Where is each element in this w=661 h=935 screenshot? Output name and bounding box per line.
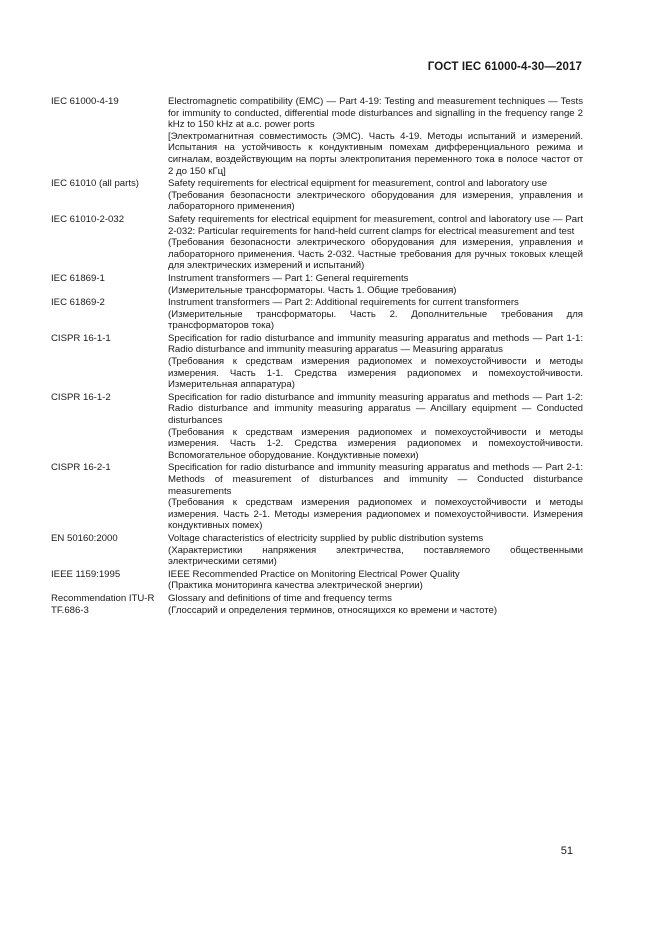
reference-title: IEEE Recommended Practice on Monitoring Electrical Power Quality [168,568,460,580]
page-number: 51 [560,845,573,857]
reference-translation: (Практика мониторинга качества электрической энергии) [168,580,423,592]
reference-translation: [Электромагнитная совместимость (ЭМС). Часть 4-19. Методы испытаний и измерений. Испытания на устойчивость к кондуктивным помехам дифференциального режима и сигналам, воздействующим на порты электропитания переменного тока в полосе частот от 2 до 150 кГц] [168,130,583,177]
reference-translation: (Требования к средствам измерения радиопомех и помехоустойчивости и методы измерения. Часть 1-2. Средства измерения радиопомех и помехоустойчивости. Вспомогательное оборудование. Кондуктивные помехи) [168,426,583,461]
reference-code: CISPR 16-1-1 [51,332,111,344]
reference-description [168,297,583,332]
reference-entry [51,297,583,332]
reference-translation: (Требования безопасности электрического оборудования для измерения, управления и лабораторного применения) [168,189,583,213]
reference-title: Specification for radio disturbance and immunity measuring apparatus and methods — Part 1-2: Radio disturbance and immunity measuring apparatus — Ancillary equipment — Conducted disturbances [168,391,583,427]
reference-code: IEC 61010 (all parts) [51,178,139,190]
reference-entry [51,96,583,177]
reference-code: EN 50160:2000 [51,532,118,544]
reference-translation: (Глоссарий и определения терминов, относящихся ко времени и частоте) [168,604,498,616]
reference-code: CISPR 16-2-1 [51,462,111,474]
reference-translation: (Характеристики напряжения электричества, поставляемого общественными электрическими сетями) [168,544,583,568]
reference-code: IEEE 1159:1995 [51,568,121,580]
reference-title: Glossary and definitions of time and frequency terms [168,592,392,604]
reference-entry [51,593,583,616]
reference-entry [51,533,583,568]
reference-title: Safety requirements for electrical equipment for measurement, control and laboratory use [168,178,548,190]
reference-description [168,273,583,296]
reference-entry [51,392,583,462]
reference-code: IEC 61010-2-032 [51,213,125,225]
reference-title: Instrument transformers — Part 1: General requirements [168,272,409,284]
reference-code: Recommendation ITU-R TF.686-3 [51,592,155,616]
reference-code: IEC 61000-4-19 [51,96,119,107]
reference-description [168,462,583,532]
reference-translation: (Требования к средствам измерения радиопомех и помехоустойчивости и методы измерения. Часть 2-1. Методы измерения радиопомех и помехоустойчивости. Измерения кондуктивных помех) [168,497,583,532]
reference-translation: (Измерительные трансформаторы. Часть 1. Общие требования) [168,284,457,296]
reference-description [168,593,583,616]
reference-translation: (Измерительные трансформаторы. Часть 2. Дополнительные требования для трансформаторов тока) [168,308,583,332]
reference-description [168,569,583,592]
reference-entry [51,214,583,272]
reference-entry [51,178,583,213]
reference-description [168,533,583,568]
reference-code: IEC 61869-2 [51,297,105,309]
reference-entry [51,333,583,391]
reference-description [168,333,583,391]
reference-title: Voltage characteristics of electricity supplied by public distribution systems [168,532,484,544]
reference-title: Specification for radio disturbance and immunity measuring apparatus and methods — Part 1-1: Radio disturbance and immunity measuring apparatus — Measuring apparatus [168,332,583,356]
reference-description [168,178,583,213]
reference-code: IEC 61869-1 [51,272,105,284]
standard-designation: ГОСТ IEC 61000-4-30—2017 [427,61,582,73]
reference-description [168,392,583,462]
reference-entry [51,273,583,296]
reference-description [168,214,583,272]
reference-title: Electromagnetic compatibility (EMC) — Part 4-19: Testing and measurement techniques — Tests for immunity to conducted, differential mode disturbances and signalling in the frequency range 2 kHz to 150 kHz at a.c. power ports [168,96,583,131]
reference-list [51,96,583,617]
reference-title: Safety requirements for electrical equipment for measurement, control and laboratory use — Part 2-032: Particular requirements for hand-held current clamps for electrical measurement and test [168,213,583,237]
reference-code: CISPR 16-1-2 [51,391,111,403]
reference-entry [51,462,583,532]
reference-translation: (Требования безопасности электрического оборудования для измерения, управления и лабораторного применения. Часть 2-032. Частные требования для ручных токовых клещей для электрических измерений и испытаний) [168,237,583,272]
reference-title: Specification for radio disturbance and immunity measuring apparatus and methods — Part 2-1: Methods of measurement of disturbances and immunity — Conducted disturbance measurements [168,462,583,497]
reference-description [168,96,583,177]
reference-translation: (Требования к средствам измерения радиопомех и помехоустойчивости и методы измерения. Часть 1-1. Средства измерения радиопомех и помехоустойчивости. Измерительная аппаратура) [168,356,583,391]
reference-entry [51,569,583,592]
reference-title: Instrument transformers — Part 2: Additional requirements for current transformers [168,297,519,309]
